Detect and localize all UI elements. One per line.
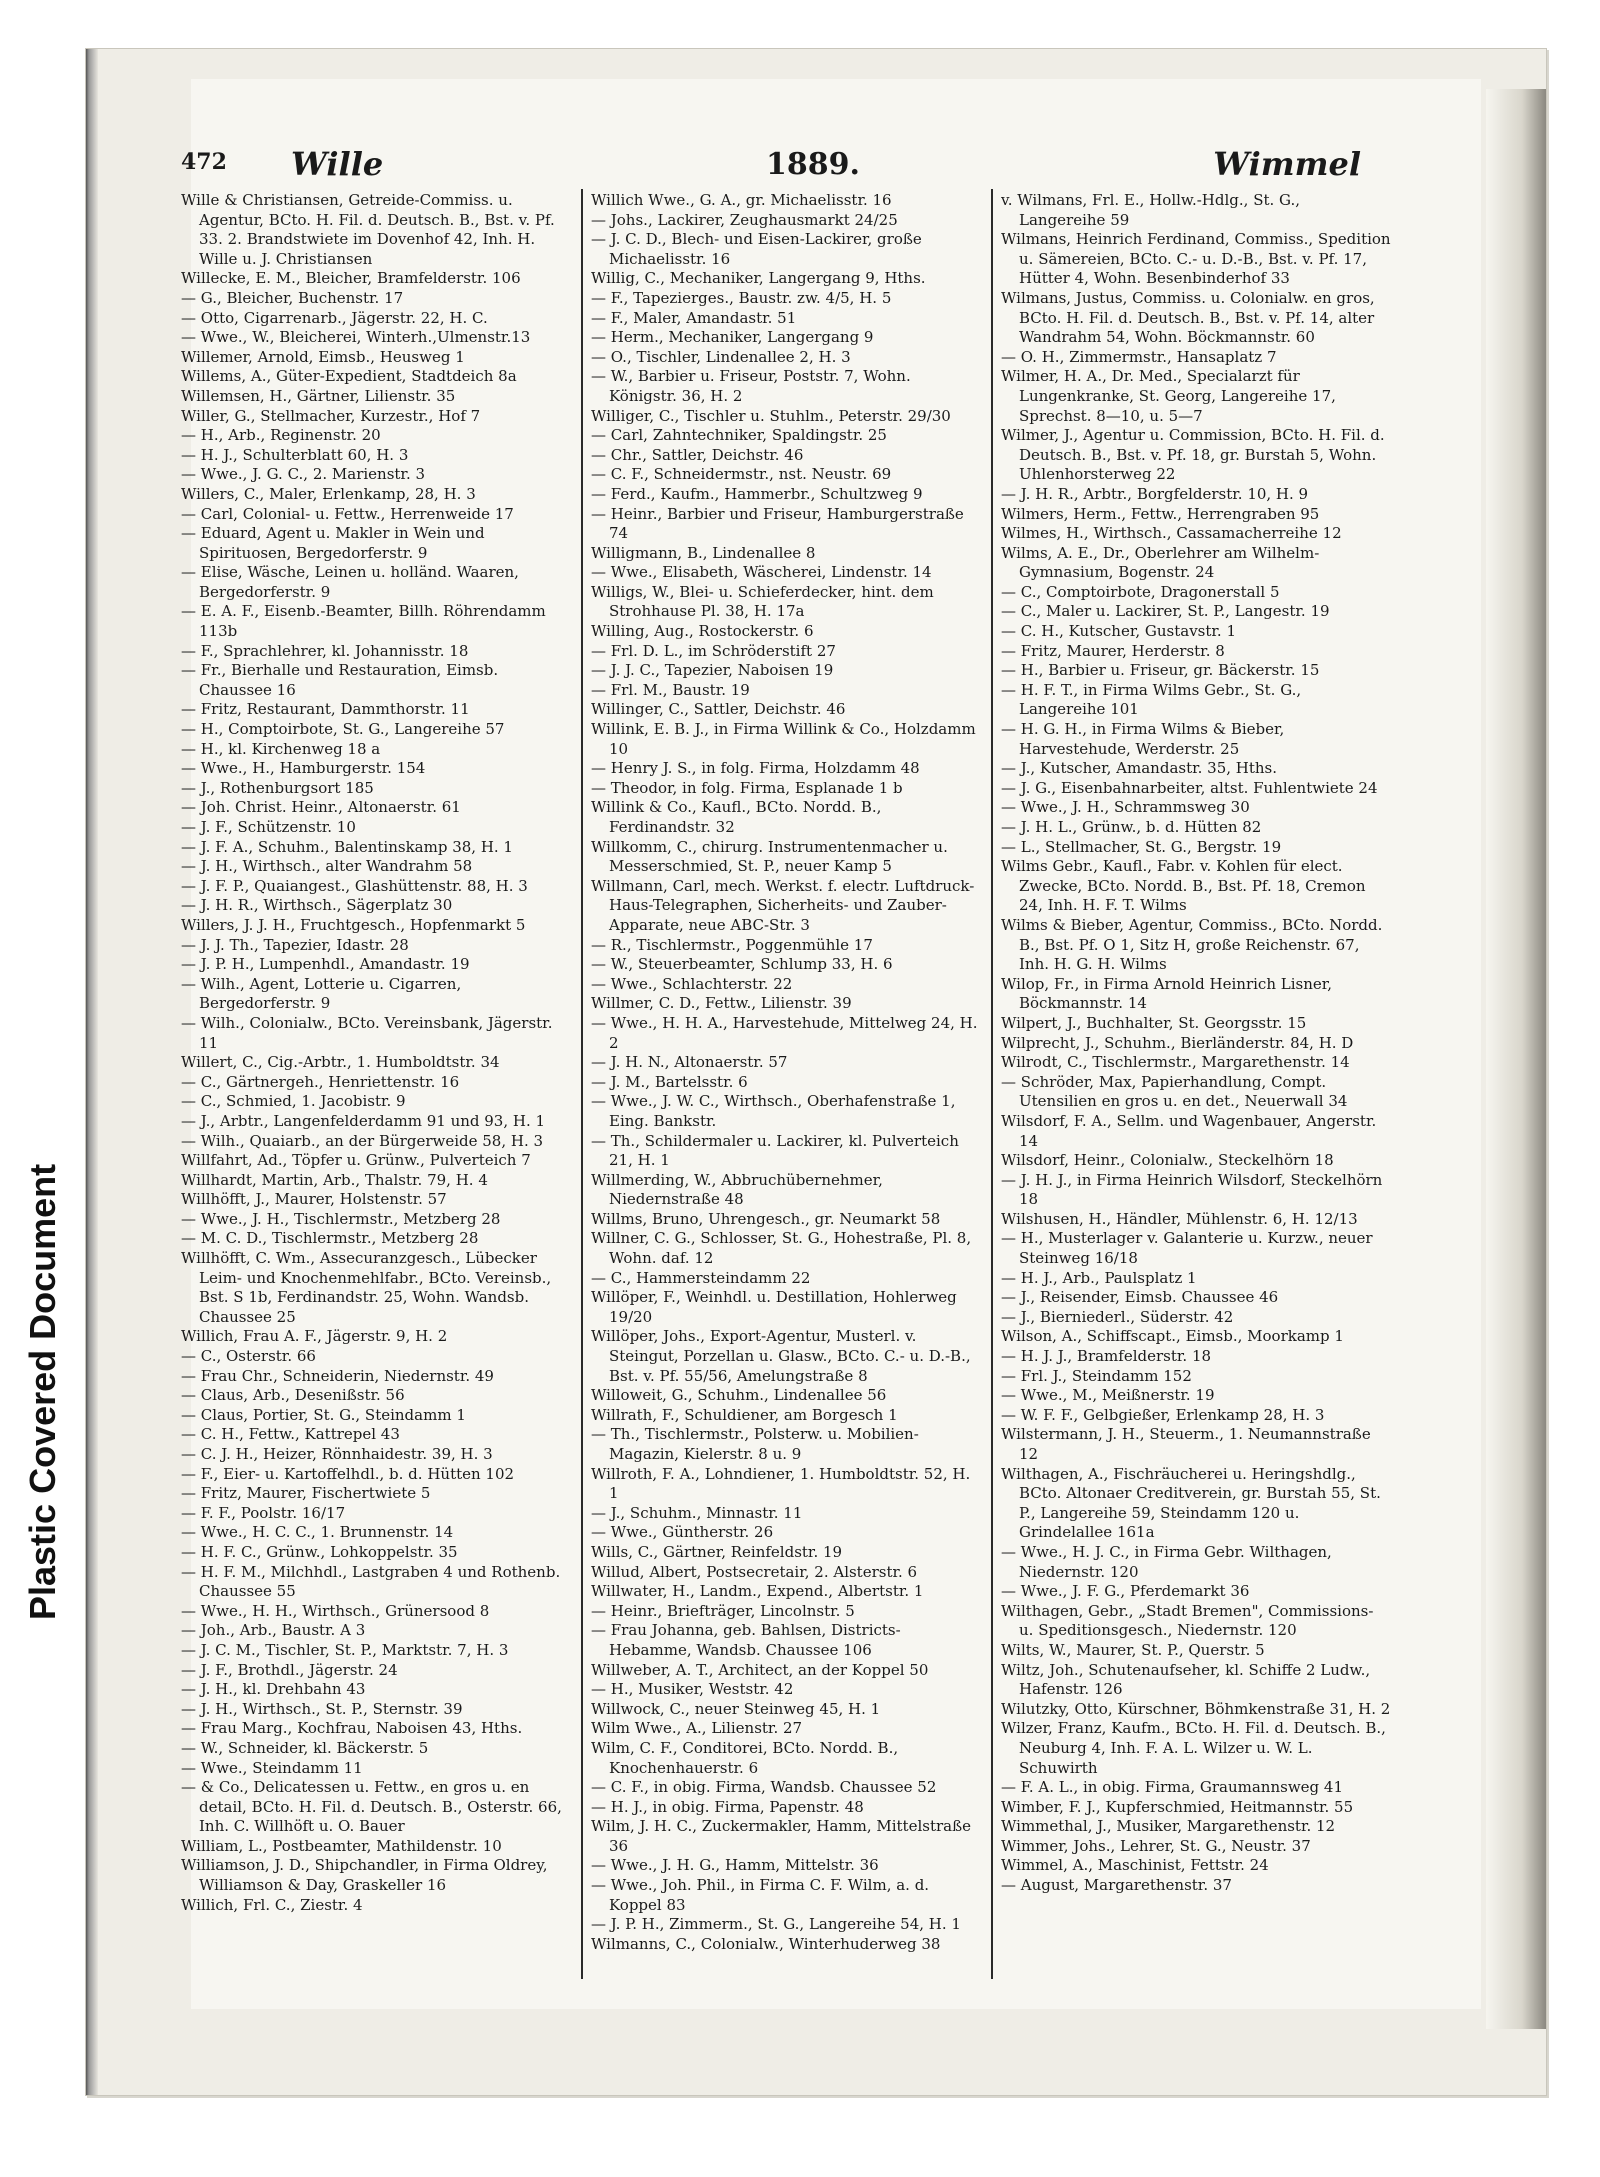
directory-entry: — F., Eier- u. Kartoffelhdl., b. d. Hütten 102 [181, 1464, 515, 1483]
directory-entry: Willert, C., Cig.-Arbtr., 1. Humboldtstr. 34 [181, 1053, 500, 1072]
directory-entry: Wilutzky, Otto, Kürschner, Böhmkenstraße 31, H. 2 [1001, 1699, 1391, 1718]
directory-entry: Wilthagen, Gebr., „Stadt Bremen", Commissions- u. Speditionsgesch., Niedernstr. 120 [1001, 1601, 1374, 1640]
binding-edge [86, 49, 98, 2095]
directory-entry: — C., Gärtnergeh., Henriettenstr. 16 [181, 1072, 460, 1091]
directory-entry: — Wwe., Steindamm 11 [181, 1758, 363, 1777]
directory-entry: Willwock, C., neuer Steinweg 45, H. 1 [591, 1699, 881, 1718]
directory-entry: Willers, J. J. H., Fruchtgesch., Hopfenmarkt 5 [181, 915, 526, 934]
directory-entry: — Frau Marg., Kochfrau, Naboisen 43, Hths. [181, 1719, 523, 1738]
directory-entry: Wilmans, Heinrich Ferdinand, Commiss., Spedition u. Sämereien, BCto. C.- u. D.-B., Bst. v. Pf. 17, Hütter 4, Wohn. Besenbinderhof 33 [1001, 230, 1391, 288]
page-number: 472 [181, 149, 227, 175]
directory-entry: v. Wilmans, Frl. E., Hollw.-Hdlg., St. G., Langereihe 59 [1001, 191, 1301, 229]
directory-entry: — Wwe., Schlachterstr. 22 [591, 974, 793, 993]
directory-entry: Willmann, Carl, mech. Werkst. f. electr. Luftdruck-Haus-Telegraphen, Sicherheits- und Zauber-Apparate, neue ABC-Str. 3 [591, 876, 975, 934]
directory-entry: Willig, C., Mechaniker, Langergang 9, Hths. [591, 269, 926, 288]
directory-entry: Willink, E. B. J., in Firma Willink & Co., Holzdamm 10 [591, 720, 976, 758]
directory-entry: Willfahrt, Ad., Töpfer u. Grünw., Pulverteich 7 [181, 1151, 531, 1170]
directory-entry: — Wwe., H. H., Wirthsch., Grünersood 8 [181, 1601, 490, 1620]
directory-entry: Wilmers, Herm., Fettw., Herrengraben 95 [1001, 504, 1320, 523]
directory-entry: Willmerding, W., Abbruchübernehmer, Niedernstraße 48 [591, 1170, 883, 1209]
directory-entry: Willöper, F., Weinhdl. u. Destillation, Hohlerweg 19/20 [591, 1288, 957, 1326]
directory-entry: Willecke, E. M., Bleicher, Bramfelderstr. 106 [181, 269, 521, 288]
directory-entry: — Wwe., H., Hamburgerstr. 154 [181, 759, 426, 778]
directory-entry: — Fr., Bierhalle und Restauration, Eimsb. Chaussee 16 [181, 661, 499, 699]
directory-entry: Willink & Co., Kaufl., BCto. Nordd. B., Ferdinandstr. 32 [591, 798, 882, 836]
directory-entry: — H. J., Schulterblatt 60, H. 3 [181, 445, 409, 464]
directory-entry: Wilprecht, J., Schuhm., Bierländerstr. 84, H. D [1001, 1033, 1354, 1052]
directory-entry: Willöper, Johs., Export-Agentur, Musterl. v. Steingut, Porzellan u. Glasw., BCto. C.- u. D.-B., Bst. v. Pf. 55/56, Amelungstraße 8 [591, 1327, 971, 1385]
directory-entry: — J. F., Brothdl., Jägerstr. 24 [181, 1660, 398, 1679]
directory-column-2 [591, 191, 981, 1971]
directory-entry: Wilsdorf, F. A., Sellm. und Wagenbauer, Angerstr. 14 [1001, 1111, 1377, 1150]
directory-entry: — C., Maler u. Lackirer, St. P., Langestr. 19 [1001, 602, 1330, 621]
directory-entry: Willemer, Arnold, Eimsb., Heusweg 1 [181, 347, 465, 366]
directory-entry: — Wwe., J. W. C., Wirthsch., Oberhafenstraße 1, Eing. Bankstr. [591, 1092, 956, 1130]
directory-entry: — & Co., Delicatessen u. Fettw., en gros u. en detail, BCto. H. Fil. d. Deutsch. B., Osterstr. 66, Inh. C. Willhöft u. O. Bauer [181, 1778, 562, 1836]
directory-entry: — August, Margarethenstr. 37 [1001, 1876, 1232, 1895]
directory-entry: — C., Comptoirbote, Dragonerstall 5 [1001, 582, 1280, 601]
directory-entry: Willhardt, Martin, Arb., Thalstr. 79, H. 4 [181, 1170, 488, 1189]
directory-entry: Willemsen, H., Gärtner, Lilienstr. 35 [181, 386, 456, 405]
directory-entry: — H. J. J., Bramfelderstr. 18 [1001, 1347, 1212, 1366]
directory-entry: — H., Arb., Reginenstr. 20 [181, 426, 381, 445]
directory-column-3 [1001, 191, 1391, 1971]
directory-entry: Willer, G., Stellmacher, Kurzestr., Hof 7 [181, 406, 481, 425]
directory-entry: — Fritz, Maurer, Fischertwiete 5 [181, 1484, 431, 1503]
directory-entry: — H., Barbier u. Friseur, gr. Bäckerstr. 15 [1001, 661, 1320, 680]
directory-entry: — C. H., Fettw., Kattrepel 43 [181, 1425, 400, 1444]
directory-entry: Willmer, C. D., Fettw., Lilienstr. 39 [591, 994, 852, 1013]
directory-entry: — Claus, Arb., Desenißstr. 56 [181, 1386, 405, 1405]
directory-entry: — Carl, Zahntechniker, Spaldingstr. 25 [591, 426, 887, 445]
directory-entry: Wilthagen, A., Fischräucherei u. Heringshdlg., BCto. Altonaer Creditverein, gr. Burstah 55, St. P., Langereihe 59, Steindamm 120 u. Grindelallee 161a [1001, 1464, 1381, 1542]
directory-entry: Willrath, F., Schuldiener, am Borgesch 1 [591, 1405, 898, 1424]
directory-entry: — J. F., Schützenstr. 10 [181, 818, 356, 836]
directory-entry: Wilpert, J., Buchhalter, St. Georgsstr. 15 [1001, 1013, 1307, 1032]
directory-entry: — Chr., Sattler, Deichstr. 46 [591, 445, 804, 464]
directory-entry: — C., Schmied, 1. Jacobistr. 9 [181, 1092, 406, 1111]
directory-entry: — J., Schuhm., Minnastr. 11 [591, 1503, 803, 1522]
directory-entry: Wimmethal, J., Musiker, Margarethenstr. 12 [1001, 1817, 1336, 1836]
page-header [181, 119, 1361, 189]
directory-entry: — Wwe., H. H. A., Harvestehude, Mittelweg 24, H. 2 [591, 1013, 978, 1052]
directory-entry: Willich Wwe., G. A., gr. Michaelisstr. 16 [591, 191, 892, 209]
directory-entry: — Fritz, Restaurant, Dammthorstr. 11 [181, 700, 470, 719]
directory-entry: — Otto, Cigarrenarb., Jägerstr. 22, H. C. [181, 308, 488, 327]
directory-entry: — J., Arbtr., Langenfelderdamm 91 und 93, H. 1 [181, 1111, 546, 1130]
header-right-keyword: Wimmel [1213, 145, 1361, 183]
directory-entry: — H., kl. Kirchenweg 18 a [181, 739, 381, 758]
directory-entry: — Wilh., Quaiarb., an der Bürgerweide 58, H. 3 [181, 1131, 544, 1150]
directory-entry: — J. J. Th., Tapezier, Idastr. 28 [181, 935, 409, 954]
directory-entry: — Joh., Arb., Baustr. A 3 [181, 1621, 366, 1640]
directory-entry: — R., Tischlermstr., Poggenmühle 17 [591, 935, 873, 954]
directory-entry: Wilmes, H., Wirthsch., Cassamacherreihe 12 [1001, 524, 1342, 543]
directory-entry: — J. F. A., Schuhm., Balentinskamp 38, H. 1 [181, 837, 513, 856]
column-rule [581, 189, 583, 1979]
directory-entry: Wimmel, A., Maschinist, Fettstr. 24 [1001, 1856, 1269, 1875]
directory-entry: — Wwe., J. H. G., Hamm, Mittelstr. 36 [591, 1856, 879, 1875]
directory-entry: — H., Musiker, Weststr. 42 [591, 1680, 794, 1699]
directory-entry: — H. G. H., in Firma Wilms & Bieber, Harvestehude, Werderstr. 25 [1001, 720, 1285, 758]
directory-entry: — Wwe., J. H., Schrammsweg 30 [1001, 798, 1250, 817]
directory-entry: Wilrodt, C., Tischlermstr., Margarethenstr. 14 [1001, 1053, 1350, 1072]
directory-entry: — J., Bierniederl., Süderstr. 42 [1001, 1307, 1234, 1326]
directory-entry: — H., Comptoirbote, St. G., Langereihe 57 [181, 720, 505, 739]
directory-entry: — Wwe., Joh. Phil., in Firma C. F. Wilm, a. d. Koppel 83 [591, 1876, 930, 1914]
directory-entry: — F., Sprachlehrer, kl. Johannisstr. 18 [181, 641, 469, 660]
directory-entry: — F. A. L., in obig. Firma, Graumannsweg 41 [1001, 1778, 1343, 1797]
directory-entry: Wiltz, Joh., Schutenaufseher, kl. Schiffe 2 Ludw., Hafenstr. 126 [1001, 1660, 1371, 1699]
directory-entry: — J., Reisender, Eimsb. Chaussee 46 [1001, 1288, 1279, 1307]
directory-entry: — Frau Johanna, geb. Bahlsen, Districts-Hebamme, Wandsb. Chaussee 106 [591, 1621, 901, 1659]
directory-entry: — Wwe., J. H., Tischlermstr., Metzberg 28 [181, 1209, 501, 1228]
directory-entry: — Frl. J., Steindamm 152 [1001, 1366, 1192, 1385]
directory-entry: Wilsdorf, Heinr., Colonialw., Steckelhörn 18 [1001, 1151, 1334, 1170]
directory-entry: Willers, C., Maler, Erlenkamp, 28, H. 3 [181, 484, 476, 503]
directory-entry: — J., Rothenburgsort 185 [181, 778, 374, 797]
directory-entry: — Frl. M., Baustr. 19 [591, 680, 750, 699]
directory-entry: Wilms Gebr., Kaufl., Fabr. v. Kohlen für elect. Zwecke, BCto. Nordd. B., Bst. Pf. 18, Cremon 24, Inh. H. F. T. Wilms [1001, 857, 1366, 915]
directory-entry: — Wwe., H. C. C., 1. Brunnenstr. 14 [181, 1523, 454, 1542]
side-label-text: Plastic Covered Document [22, 1163, 63, 1620]
directory-entry: — Fritz, Maurer, Herderstr. 8 [1001, 641, 1225, 660]
directory-entry: — J. H., kl. Drehbahn 43 [181, 1680, 366, 1699]
directory-entry: Willich, Frau A. F., Jägerstr. 9, H. 2 [181, 1327, 448, 1346]
directory-entry: Wilmer, H. A., Dr. Med., Specialarzt für Lungenkranke, St. Georg, Langereihe 17, Sprechst. 8—10, u. 5—7 [1001, 367, 1336, 425]
directory-entry: — Wwe., Güntherstr. 26 [591, 1523, 774, 1542]
directory-entry: — F., Tapezierges., Baustr. zw. 4/5, H. 5 [591, 288, 892, 307]
directory-entry: Willweber, A. T., Architect, an der Koppel 50 [591, 1660, 929, 1679]
directory-entry: — J. H. J., in Firma Heinrich Wilsdorf, Steckelhörn 18 [1001, 1170, 1383, 1209]
directory-entry: Wilms, A. E., Dr., Oberlehrer am Wilhelm-Gymnasium, Bogenstr. 24 [1001, 543, 1320, 582]
directory-entry: — Th., Schildermaler u. Lackirer, kl. Pulverteich 21, H. 1 [591, 1131, 959, 1170]
column-rule [991, 189, 993, 1979]
directory-entry: — H. F. C., Grünw., Lohkoppelstr. 35 [181, 1542, 458, 1561]
directory-entry: — J. G., Eisenbahnarbeiter, altst. Fuhlentwiete 24 [1001, 778, 1378, 797]
page-edge-right [1486, 89, 1546, 2029]
directory-entry: — Wwe., J. G. C., 2. Marienstr. 3 [181, 465, 426, 484]
directory-entry: — Wwe., M., Meißnerstr. 19 [1001, 1386, 1215, 1405]
directory-entry: Wilmans, Justus, Commiss. u. Colonialw. en gros, BCto. H. Fil. d. Deutsch. B., Bst. v. Pf. 14, alter Wandrahm 54, Wohn. Böckmannstr. 60 [1001, 288, 1375, 347]
directory-entry: — W., Steuerbeamter, Schlump 33, H. 6 [591, 955, 893, 974]
directory-entry: — H. J., in obig. Firma, Papenstr. 48 [591, 1797, 864, 1816]
directory-entry: — J. F. P., Quaiangest., Glashüttenstr. 88, H. 3 [181, 876, 528, 895]
directory-entry: — J. H. L., Grünw., b. d. Hütten 82 [1001, 818, 1262, 836]
directory-entry: — Theodor, in folg. Firma, Esplanade 1 b [591, 778, 903, 797]
directory-column-1 [181, 191, 571, 1971]
directory-entry: Wilzer, Franz, Kaufm., BCto. H. Fil. d. Deutsch. B., Neuburg 4, Inh. F. A. L. Wilzer u. W. L. Schuwirth [1001, 1719, 1386, 1777]
directory-entry: — G., Bleicher, Buchenstr. 17 [181, 288, 404, 307]
directory-entry: Wilmer, J., Agentur u. Commission, BCto. H. Fil. d. Deutsch. B., Bst. v. Pf. 18, gr. Burstah 5, Wohn. Uhlenhorsterweg 22 [1001, 426, 1385, 484]
header-year: 1889. [766, 147, 860, 182]
directory-entry: — H., Musterlager v. Galanterie u. Kurzw., neuer Steinweg 16/18 [1001, 1229, 1373, 1268]
directory-entry: Willich, Frl. C., Ziestr. 4 [181, 1895, 363, 1914]
directory-entry: — Joh. Christ. Heinr., Altonaerstr. 61 [181, 798, 461, 817]
directory-entry: — C., Hammersteindamm 22 [591, 1268, 811, 1287]
directory-entry: — Claus, Portier, St. G., Steindamm 1 [181, 1405, 466, 1424]
directory-entry: — E. A. F., Eisenb.-Beamter, Billh. Röhrendamm 113b [181, 602, 546, 641]
side-label [10, 1163, 70, 1680]
directory-entry: — Schröder, Max, Papierhandlung, Compt. Utensilien en gros u. en det., Neuerwall 34 [1001, 1072, 1348, 1111]
directory-entry: Wimmer, Johs., Lehrer, St. G., Neustr. 37 [1001, 1836, 1311, 1855]
directory-entry: Wills, C., Gärtner, Reinfeldstr. 19 [591, 1542, 843, 1561]
directory-entry: Willing, Aug., Rostockerstr. 6 [591, 622, 814, 641]
directory-entry: Willroth, F. A., Lohndiener, 1. Humboldtstr. 52, H. 1 [591, 1464, 971, 1503]
directory-entry: Wilms & Bieber, Agentur, Commiss., BCto. Nordd. B., Bst. Pf. O 1, Sitz H, große Reichenstr. 67, Inh. H. G. H. Wilms [1001, 915, 1383, 974]
directory-entry: Wimber, F. J., Kupferschmied, Heitmannstr. 55 [1001, 1797, 1354, 1816]
directory-entry: Willigs, W., Blei- u. Schieferdecker, hint. dem Strohhause Pl. 38, H. 17a [591, 582, 934, 621]
directory-entry: — C. H., Kutscher, Gustavstr. 1 [1001, 622, 1237, 641]
directory-entry: Wilm Wwe., A., Lilienstr. 27 [591, 1719, 803, 1738]
directory-entry: — J. P. H., Zimmerm., St. G., Langereihe 54, H. 1 [591, 1915, 961, 1934]
directory-entry: Wille & Christiansen, Getreide-Commiss. u. Agentur, BCto. H. Fil. d. Deutsch. B., Bst. v. Pf. 33. 2. Brandstwiete im Dovenhof 42, Inh. H. Wille u. J. Christiansen [181, 191, 555, 268]
directory-entry: Willwater, H., Landm., Expend., Albertstr. 1 [591, 1582, 924, 1601]
directory-entry: — Henry J. S., in folg. Firma, Holzdamm 48 [591, 759, 920, 778]
directory-entry: — Wwe., W., Bleicherei, Winterh.,Ulmenstr.13 [181, 328, 531, 347]
directory-entry: Wilstermann, J. H., Steuerm., 1. Neumannstraße 12 [1001, 1425, 1371, 1463]
directory-entry: — J. H. R., Wirthsch., Sägerplatz 30 [181, 896, 453, 915]
directory-entry: Willinger, C., Sattler, Deichstr. 46 [591, 700, 846, 719]
directory-entry: — Th., Tischlermstr., Polsterw. u. Mobilien-Magazin, Kielerstr. 8 u. 9 [591, 1425, 919, 1463]
directory-entry: Wilm, J. H. C., Zuckermakler, Hamm, Mittelstraße 36 [591, 1817, 971, 1855]
directory-entry: — Wwe., Elisabeth, Wäscherei, Lindenstr. 14 [591, 563, 932, 582]
directory-entry: — Wilh., Agent, Lotterie u. Cigarren, Bergedorferstr. 9 [181, 974, 462, 1013]
directory-entry: — W., Schneider, kl. Bäckerstr. 5 [181, 1738, 429, 1757]
directory-entry: — C. J. H., Heizer, Rönnhaidestr. 39, H. 3 [181, 1445, 493, 1463]
directory-entry: — Wilh., Colonialw., BCto. Vereinsbank, Jägerstr. 11 [181, 1013, 553, 1052]
directory-entry: Wilts, W., Maurer, St. P., Querstr. 5 [1001, 1640, 1265, 1659]
directory-entry: — F., Maler, Amandastr. 51 [591, 308, 797, 327]
directory-entry: Willigmann, B., Lindenallee 8 [591, 543, 816, 562]
directory-entry: — Heinr., Barbier und Friseur, Hamburgerstraße 74 [591, 504, 964, 543]
directory-entry: — J., Kutscher, Amandastr. 35, Hths. [1001, 759, 1278, 778]
directory-entry: Wilmanns, C., Colonialw., Winterhuderweg 38 [591, 1934, 941, 1953]
directory-entry: Willhöfft, J., Maurer, Holstenstr. 57 [181, 1190, 447, 1209]
directory-entry: — O., Tischler, Lindenallee 2, H. 3 [591, 347, 851, 366]
directory-entry: Willud, Albert, Postsecretair, 2. Alsterstr. 6 [591, 1562, 918, 1581]
directory-entry: — Elise, Wäsche, Leinen u. holländ. Waaren, Bergedorferstr. 9 [181, 563, 519, 601]
directory-entry: — J. H. R., Arbtr., Borgfelderstr. 10, H. 9 [1001, 484, 1309, 503]
directory-entry: — Carl, Colonial- u. Fettw., Herrenweide 17 [181, 504, 514, 523]
directory-entry: Williamson, J. D., Shipchandler, in Firma Oldrey, Williamson & Day, Graskeller 16 [181, 1856, 548, 1895]
directory-entry: — J. M., Bartelsstr. 6 [591, 1072, 748, 1091]
directory-entry: — Eduard, Agent u. Makler in Wein und Spirituosen, Bergedorferstr. 9 [181, 524, 485, 562]
directory-entry: — H. F. M., Milchhdl., Lastgraben 4 und Rothenb. Chaussee 55 [181, 1562, 561, 1601]
directory-entry: — L., Stellmacher, St. G., Bergstr. 19 [1001, 837, 1282, 856]
directory-entry: — Frl. D. L., im Schröderstift 27 [591, 641, 836, 660]
directory-entry: Wilson, A., Schiffscapt., Eimsb., Moorkamp 1 [1001, 1327, 1344, 1346]
directory-entry: — H. F. T., in Firma Wilms Gebr., St. G., Langereihe 101 [1001, 680, 1302, 719]
directory-entry: — Herm., Mechaniker, Langergang 9 [591, 328, 874, 347]
directory-entry: — O. H., Zimmermstr., Hansaplatz 7 [1001, 347, 1277, 366]
directory-entry: — Johs., Lackirer, Zeughausmarkt 24/25 [591, 210, 898, 229]
directory-entry: Willner, C. G., Schlosser, St. G., Hohestraße, Pl. 8, Wohn. daf. 12 [591, 1229, 972, 1268]
directory-entry: Wilshusen, H., Händler, Mühlenstr. 6, H. 12/13 [1001, 1209, 1358, 1228]
directory-entry: — C. F., in obig. Firma, Wandsb. Chaussee 52 [591, 1778, 937, 1797]
directory-entry: — W. F. F., Gelbgießer, Erlenkamp 28, H. 3 [1001, 1405, 1325, 1424]
directory-entry: — F. F., Poolstr. 16/17 [181, 1503, 346, 1522]
directory-entry: Willoweit, G., Schuhm., Lindenallee 56 [591, 1386, 887, 1405]
directory-entry: — W., Barbier u. Friseur, Poststr. 7, Wohn. Königstr. 36, H. 2 [591, 367, 911, 405]
directory-entry: — H. J., Arb., Paulsplatz 1 [1001, 1268, 1197, 1287]
directory-entry: — J. H., Wirthsch., St. P., Sternstr. 39 [181, 1699, 463, 1718]
scanned-page [85, 48, 1547, 2096]
directory-entry: Willems, A., Güter-Expedient, Stadtdeich 8a [181, 367, 517, 386]
directory-entry: Wilop, Fr., in Firma Arnold Heinrich Lisner, Böckmannstr. 14 [1001, 974, 1333, 1013]
directory-entry: Willkomm, C., chirurg. Instrumentenmacher u. Messerschmied, St. P., neuer Kamp 5 [591, 837, 948, 876]
directory-entry: Willms, Bruno, Uhrengesch., gr. Neumarkt 58 [591, 1209, 941, 1228]
directory-entry: — J. H., Wirthsch., alter Wandrahm 58 [181, 857, 473, 876]
directory-entry: Williger, C., Tischler u. Stuhlm., Peterstr. 29/30 [591, 406, 951, 425]
directory-entry: — Frau Chr., Schneiderin, Niedernstr. 49 [181, 1366, 494, 1385]
directory-entry: — J. C. M., Tischler, St. P., Marktstr. 7, H. 3 [181, 1640, 509, 1659]
directory-entry: Wilm, C. F., Conditorei, BCto. Nordd. B., Knochenhauerstr. 6 [591, 1738, 899, 1777]
directory-entry: William, L., Postbeamter, Mathildenstr. 10 [181, 1836, 502, 1855]
directory-entry: — Wwe., J. F. G., Pferdemarkt 36 [1001, 1582, 1250, 1601]
directory-entry: — M. C. D., Tischlermstr., Metzberg 28 [181, 1229, 479, 1248]
directory-entry: — J. H. N., Altonaerstr. 57 [591, 1053, 788, 1072]
header-left-keyword: Wille [291, 145, 384, 183]
directory-entry: — C. F., Schneidermstr., nst. Neustr. 69 [591, 465, 892, 484]
directory-entry: — Heinr., Briefträger, Lincolnstr. 5 [591, 1601, 855, 1620]
directory-entry: — Ferd., Kaufm., Hammerbr., Schultzweg 9 [591, 484, 923, 503]
directory-entry: — Wwe., H. J. C., in Firma Gebr. Wilthagen, Niedernstr. 120 [1001, 1542, 1332, 1581]
directory-entry: — J. J. C., Tapezier, Naboisen 19 [591, 661, 834, 680]
directory-entry: Willhöfft, C. Wm., Assecuranzgesch., Lübecker Leim- und Knochenmehlfabr., BCto. Vereinsb., Bst. S 1b, Ferdinandstr. 25, Wohn. Wandsb. Chaussee 25 [181, 1249, 552, 1326]
directory-entry: — J. C. D., Blech- und Eisen-Lackirer, große Michaelisstr. 16 [591, 230, 922, 268]
directory-entry: — C., Osterstr. 66 [181, 1347, 316, 1366]
directory-entry: — J. P. H., Lumpenhdl., Amandastr. 19 [181, 955, 470, 974]
